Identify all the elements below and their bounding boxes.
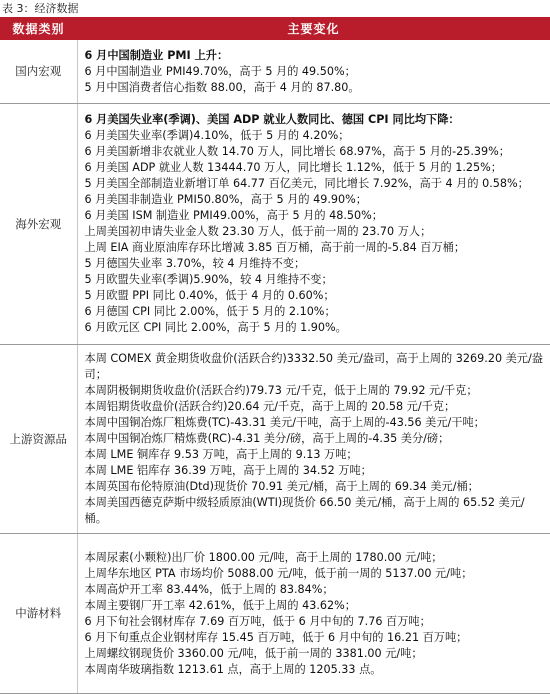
data-line: 本周主要钢厂开工率 42.61%，低于上周的 43.62%； xyxy=(84,598,356,612)
header-category: 数据类别 xyxy=(0,17,77,40)
table-row xyxy=(0,344,550,533)
table-row xyxy=(0,40,550,103)
data-line: 本周高炉开工率 83.44%，低于上周的 83.84%； xyxy=(84,582,334,596)
data-line: 本周南华玻璃指数 1213.61 点，高于上周的 1205.33 点。 xyxy=(84,662,382,676)
data-line: 6 月下旬社会钢材库存 7.69 百万吨，低于 6 月中旬的 7.76 百万吨； xyxy=(84,614,431,628)
data-line: 上周螺纹钢现货价 3360.00 元/吨，低于前一周的 3381.00 元/吨； xyxy=(84,646,423,660)
table-body xyxy=(0,40,550,693)
table-row xyxy=(0,103,550,344)
data-line: 本周铝期货收盘价(活跃合约)20.64 元/千克，高于上周的 20.58 元/千克； xyxy=(84,400,456,413)
header-changes: 主要变化 xyxy=(77,17,550,40)
category-cell: 中游材料 xyxy=(0,533,77,693)
section-summary: 6 月美国失业率(季调)、美国 ADP 就业人数同比、德国 CPI 同比均下降： xyxy=(84,113,460,126)
data-line: 本周 LME 铜库存 9.53 万吨，高于上周的 9.13 万吨； xyxy=(84,448,358,461)
data-line: 本周中国铜冶炼厂粗炼费(TC)-43.31 美元/干吨，高于上周的-43.56 美元/干吨； xyxy=(84,416,485,429)
economic-data-table xyxy=(0,17,550,694)
data-line: 6 月德国 CPI 同比 2.00%，低于 5 月的 2.10%； xyxy=(84,305,336,318)
changes-cell xyxy=(77,103,550,344)
data-line: 本周中国铜冶炼厂精炼费(RC)-4.31 美分/磅，高于上周的-4.35 美分/磅； xyxy=(84,432,450,445)
table-header-row xyxy=(0,17,550,40)
data-line: 6 月美国 ISM 制造业 PMI49.00%，高于 5 月的 48.50%； xyxy=(84,209,383,222)
data-line: 上周美国初申请失业金人数 23.30 万人，低于前一周的 23.70 万人； xyxy=(84,225,432,238)
data-line: 6 月下旬重点企业钢材库存 15.45 百万吨，低于 6 月中旬的 16.21 百万吨； xyxy=(84,630,468,644)
data-line: 6 月美国 ADP 就业人数 13444.70 万人，同比增长 1.12%，低于 5 月的 1.25%； xyxy=(84,161,502,174)
data-line: 6 月中国制造业 PMI49.70%，高于 5 月的 49.50%； xyxy=(84,64,356,78)
data-line: 本周阴极铜期货收盘价(活跃合约)79.73 元/千克，低于上周的 79.92 元/千克； xyxy=(84,384,478,397)
changes-cell xyxy=(77,533,550,693)
data-line: 6 月美国非制造业 PMI50.80%，高于 5 月的 49.90%； xyxy=(84,193,367,206)
data-line: 本周 LME 铝库存 36.39 万吨，高于上周的 34.52 万吨； xyxy=(84,464,372,477)
data-line: 本周 COMEX 黄金期货收盘价(活跃合约)3332.50 美元/盎司，高于上周的 3269.20 美元/盎司； xyxy=(84,352,543,381)
category-cell: 海外宏观 xyxy=(0,103,77,344)
data-line: 6 月美国失业率(季调)4.10%，低于 5 月的 4.20%； xyxy=(84,129,350,142)
changes-cell xyxy=(77,40,550,103)
data-line: 5 月欧盟 PPI 同比 0.40%，低于 4 月的 0.60%； xyxy=(84,289,335,302)
category-cell: 国内宏观 xyxy=(0,40,77,103)
data-line: 本周美国西德克萨斯中级轻质原油(WTI)现货价 66.50 美元/桶，高于上周的 65.52 美元/桶。 xyxy=(84,496,525,525)
category-cell: 上游资源品 xyxy=(0,344,77,533)
data-line: 5 月欧盟失业率(季调)5.90%，较 4 月维持不变； xyxy=(84,273,333,286)
table-row xyxy=(0,533,550,693)
data-line: 5 月美国全部制造业新增订单 64.77 百亿美元，同比增长 7.92%，高于 4 月的 0.58%； xyxy=(84,177,529,190)
data-line: 上周 EIA 商业原油库存环比增减 3.85 百万桶，高于前一周的-5.84 百万桶； xyxy=(84,241,466,254)
data-line: 本周英国布伦特原油(Dtd)现货价 70.91 美元/桶，高于上周的 69.34 美元/桶； xyxy=(84,480,479,493)
data-line: 本周尿素(小颗粒)出厂价 1800.00 元/吨，高于上周的 1780.00 元/吨； xyxy=(84,550,443,564)
data-line: 6 月美国新增非农就业人数 14.70 万人，同比增长 68.97%，高于 5 月的-25.39%； xyxy=(84,145,510,158)
data-line: 5 月中国消费者信心指数 88.00，高于 4 月的 87.80。 xyxy=(84,80,360,94)
data-line: 上周华东地区 PTA 市场均价 5088.00 元/吨，低于前一周的 5137.00 元/吨； xyxy=(84,566,473,580)
data-line: 6 月欧元区 CPI 同比 2.00%，高于 5 月的 1.90%。 xyxy=(84,321,347,334)
section-summary: 6 月中国制造业 PMI 上升： xyxy=(84,48,229,62)
data-line: 5 月德国失业率 3.70%，较 4 月维持不变； xyxy=(84,257,306,270)
changes-cell xyxy=(77,344,550,533)
table-caption: 表 3：经济数据 xyxy=(2,2,79,15)
